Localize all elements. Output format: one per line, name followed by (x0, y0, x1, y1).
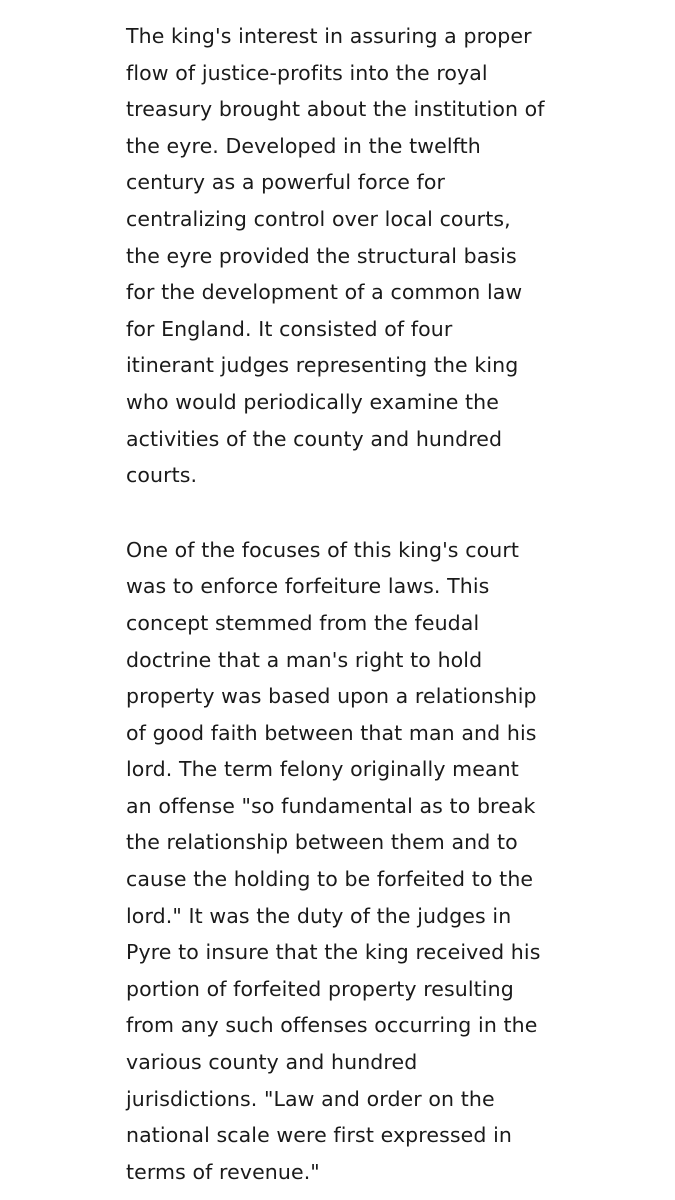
text-line: from any such offenses occurring in the (126, 1013, 538, 1038)
text-line: centralizing control over local courts, (126, 206, 511, 231)
text-line: treasury brought about the institution of (126, 97, 545, 122)
text-line: Pyre to insure that the king received his (126, 940, 541, 965)
paragraph-forfeiture (126, 532, 606, 1191)
text-line: of good faith between that man and his (126, 720, 537, 745)
text-line: for England. It consisted of four (126, 316, 453, 341)
paragraph-eyre (126, 18, 606, 494)
text-line: lord. The term felony originally meant (126, 757, 519, 782)
text-line: courts. (126, 463, 198, 488)
text-line: century as a powerful force for (126, 170, 446, 195)
text-line: the eyre. Developed in the twelfth (126, 133, 481, 158)
text-line: for the development of a common law (126, 280, 523, 305)
text-line: lord." It was the duty of the judges in (126, 903, 512, 928)
text-line: was to enforce forfeiture laws. This (126, 574, 490, 599)
text-line: the relationship between them and to (126, 830, 518, 855)
text-line: One of the focuses of this king's court (126, 537, 519, 562)
text-line: various county and hundred (126, 1050, 418, 1075)
text-line: cause the holding to be forfeited to the (126, 867, 534, 892)
text-line: concept stemmed from the feudal (126, 610, 480, 635)
text-line: flow of justice-profits into the royal (126, 60, 488, 85)
text-line: terms of revenue." (126, 1159, 320, 1184)
document-body (126, 18, 606, 1190)
text-line: property was based upon a relationship (126, 684, 537, 709)
text-line: doctrine that a man's right to hold (126, 647, 483, 672)
text-line: portion of forfeited property resulting (126, 976, 514, 1001)
text-line: an offense "so fundamental as to break (126, 793, 536, 818)
text-line: national scale were first expressed in (126, 1123, 512, 1148)
text-line: itinerant judges representing the king (126, 353, 519, 378)
text-line: The king's interest in assuring a proper (126, 24, 532, 48)
text-line: jurisdictions. "Law and order on the (126, 1086, 495, 1111)
text-line: who would periodically examine the (126, 389, 499, 414)
text-line: the eyre provided the structural basis (126, 243, 517, 268)
text-line: activities of the county and hundred (126, 426, 503, 451)
